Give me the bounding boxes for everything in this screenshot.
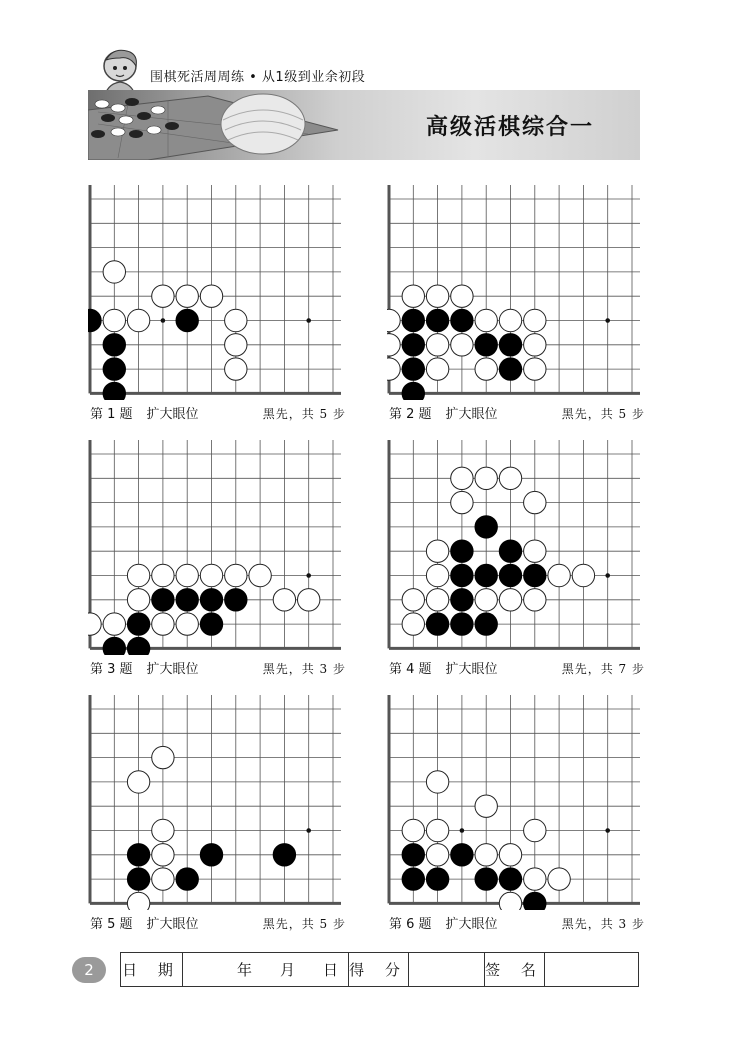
caption (90, 658, 346, 677)
problem-instruction: 黑先，共 3 步 (262, 662, 346, 676)
problem-instruction: 黑先，共 5 步 (262, 407, 346, 421)
white-stone (548, 564, 570, 586)
problem-number: 第 4 题 (389, 662, 432, 677)
black-stone (176, 868, 198, 890)
sign-label: 签 名 (485, 953, 545, 986)
date-label: 日 期 (121, 953, 183, 986)
black-stone (426, 868, 448, 890)
black-stone (103, 334, 125, 356)
problem-instruction: 黑先，共 5 步 (262, 917, 346, 931)
white-stone (127, 771, 149, 793)
white-stone (524, 540, 546, 562)
white-stone (499, 589, 521, 611)
problem-topic: 扩大眼位 (445, 407, 498, 422)
black-stone (402, 382, 424, 400)
black-stone (499, 334, 521, 356)
white-stone (402, 589, 424, 611)
problem-4 (387, 440, 667, 690)
white-stone (475, 844, 497, 866)
white-stone (152, 819, 174, 841)
black-stone (127, 637, 149, 655)
black-stone (402, 868, 424, 890)
black-stone (200, 844, 222, 866)
black-stone (402, 334, 424, 356)
white-stone (176, 564, 198, 586)
record-table (120, 952, 639, 987)
white-stone (572, 564, 594, 586)
black-stone (127, 844, 149, 866)
white-stone (499, 844, 521, 866)
white-stone (451, 467, 473, 489)
black-stone (475, 613, 497, 635)
section-title: 高级活棋综合一 (425, 114, 594, 140)
go-board (387, 695, 657, 910)
white-stone (387, 358, 400, 380)
black-stone (200, 589, 222, 611)
problem-5 (88, 695, 368, 945)
month-label: 月 (279, 961, 295, 979)
white-stone (152, 746, 174, 768)
year-label: 年 (236, 961, 252, 979)
white-stone (225, 309, 247, 331)
score-field[interactable] (409, 953, 485, 986)
black-stone (451, 613, 473, 635)
white-stone (426, 540, 448, 562)
white-stone (225, 564, 247, 586)
white-stone (88, 613, 101, 635)
white-stone (225, 334, 247, 356)
white-stone (524, 309, 546, 331)
black-stone (451, 589, 473, 611)
white-stone (426, 771, 448, 793)
white-stone (152, 868, 174, 890)
problem-topic: 扩大眼位 (445, 662, 498, 677)
white-stone (103, 261, 125, 283)
white-stone (426, 285, 448, 307)
white-stone (524, 819, 546, 841)
score-label: 得 分 (349, 953, 409, 986)
black-stone (426, 613, 448, 635)
white-stone (152, 613, 174, 635)
white-stone (127, 589, 149, 611)
white-stone (475, 589, 497, 611)
black-stone (451, 564, 473, 586)
date-field[interactable] (183, 953, 349, 986)
white-stone (152, 844, 174, 866)
problem-topic: 扩大眼位 (146, 662, 199, 677)
problem-number: 第 2 题 (389, 407, 432, 422)
black-stone (152, 589, 174, 611)
star-point (605, 573, 610, 578)
white-stone (548, 868, 570, 890)
star-point (306, 318, 311, 323)
white-stone (387, 334, 400, 356)
black-stone (402, 844, 424, 866)
star-point (605, 318, 610, 323)
white-stone (402, 819, 424, 841)
problem-topic: 扩大眼位 (445, 917, 498, 932)
go-board-illustration (88, 90, 348, 160)
white-stone (475, 358, 497, 380)
white-stone (200, 564, 222, 586)
white-stone (176, 285, 198, 307)
problem-6 (387, 695, 667, 945)
caption (90, 913, 346, 932)
black-stone (176, 589, 198, 611)
problem-1 (88, 185, 368, 435)
white-stone (524, 868, 546, 890)
white-stone (475, 467, 497, 489)
white-stone (103, 613, 125, 635)
problem-topic: 扩大眼位 (146, 917, 199, 932)
black-stone (127, 868, 149, 890)
go-board (88, 440, 358, 655)
white-stone (475, 795, 497, 817)
white-stone (127, 892, 149, 910)
black-stone (475, 516, 497, 538)
black-stone (402, 358, 424, 380)
star-point (306, 828, 311, 833)
problem-instruction: 黑先，共 7 步 (561, 662, 645, 676)
black-stone (451, 540, 473, 562)
black-stone (402, 309, 424, 331)
white-stone (499, 892, 521, 910)
book-title: 围棋死活周周练 • 从1级到业余初段 (150, 70, 366, 85)
sign-field[interactable] (545, 953, 638, 986)
go-board (88, 695, 358, 910)
black-stone (475, 564, 497, 586)
white-stone (127, 309, 149, 331)
white-stone (475, 309, 497, 331)
black-stone (451, 309, 473, 331)
black-stone (475, 334, 497, 356)
white-stone (402, 285, 424, 307)
black-stone (273, 844, 295, 866)
problem-number: 第 3 题 (90, 662, 133, 677)
white-stone (127, 564, 149, 586)
black-stone (103, 637, 125, 655)
day-label: 日 (322, 961, 338, 979)
star-point (460, 828, 465, 833)
go-board (387, 440, 657, 655)
white-stone (524, 589, 546, 611)
black-stone (475, 868, 497, 890)
black-stone (524, 892, 546, 910)
go-board (88, 185, 358, 400)
white-stone (451, 285, 473, 307)
black-stone (103, 382, 125, 400)
white-stone (499, 467, 521, 489)
white-stone (200, 285, 222, 307)
white-stone (225, 358, 247, 380)
black-stone (451, 844, 473, 866)
caption (389, 403, 645, 422)
go-board (387, 185, 657, 400)
white-stone (387, 309, 400, 331)
problem-instruction: 黑先，共 3 步 (561, 917, 645, 931)
black-stone (127, 613, 149, 635)
caption (389, 913, 645, 932)
white-stone (273, 589, 295, 611)
problem-3 (88, 440, 368, 690)
white-stone (426, 844, 448, 866)
black-stone (103, 358, 125, 380)
star-point (605, 828, 610, 833)
white-stone (249, 564, 271, 586)
white-stone (524, 334, 546, 356)
white-stone (499, 309, 521, 331)
white-stone (176, 613, 198, 635)
white-stone (152, 285, 174, 307)
black-stone (499, 868, 521, 890)
black-stone (176, 309, 198, 331)
star-point (306, 573, 311, 578)
black-stone (499, 540, 521, 562)
problem-2 (387, 185, 667, 435)
white-stone (152, 564, 174, 586)
black-stone (200, 613, 222, 635)
white-stone (298, 589, 320, 611)
white-stone (451, 491, 473, 513)
white-stone (402, 613, 424, 635)
page-number-badge: 2 (72, 957, 106, 983)
problem-instruction: 黑先，共 5 步 (561, 407, 645, 421)
caption (389, 658, 645, 677)
white-stone (524, 491, 546, 513)
black-stone (524, 564, 546, 586)
white-stone (524, 358, 546, 380)
white-stone (426, 589, 448, 611)
problem-topic: 扩大眼位 (146, 407, 199, 422)
white-stone (103, 309, 125, 331)
problem-number: 第 5 题 (90, 917, 133, 932)
caption (90, 403, 346, 422)
problem-number: 第 6 题 (389, 917, 432, 932)
problem-number: 第 1 题 (90, 407, 133, 422)
black-stone (88, 309, 101, 331)
black-stone (499, 358, 521, 380)
star-point (161, 318, 166, 323)
black-stone (225, 589, 247, 611)
white-stone (426, 334, 448, 356)
white-stone (426, 358, 448, 380)
white-stone (426, 819, 448, 841)
black-stone (499, 564, 521, 586)
black-stone (426, 309, 448, 331)
white-stone (451, 334, 473, 356)
white-stone (426, 564, 448, 586)
banner (88, 90, 640, 160)
